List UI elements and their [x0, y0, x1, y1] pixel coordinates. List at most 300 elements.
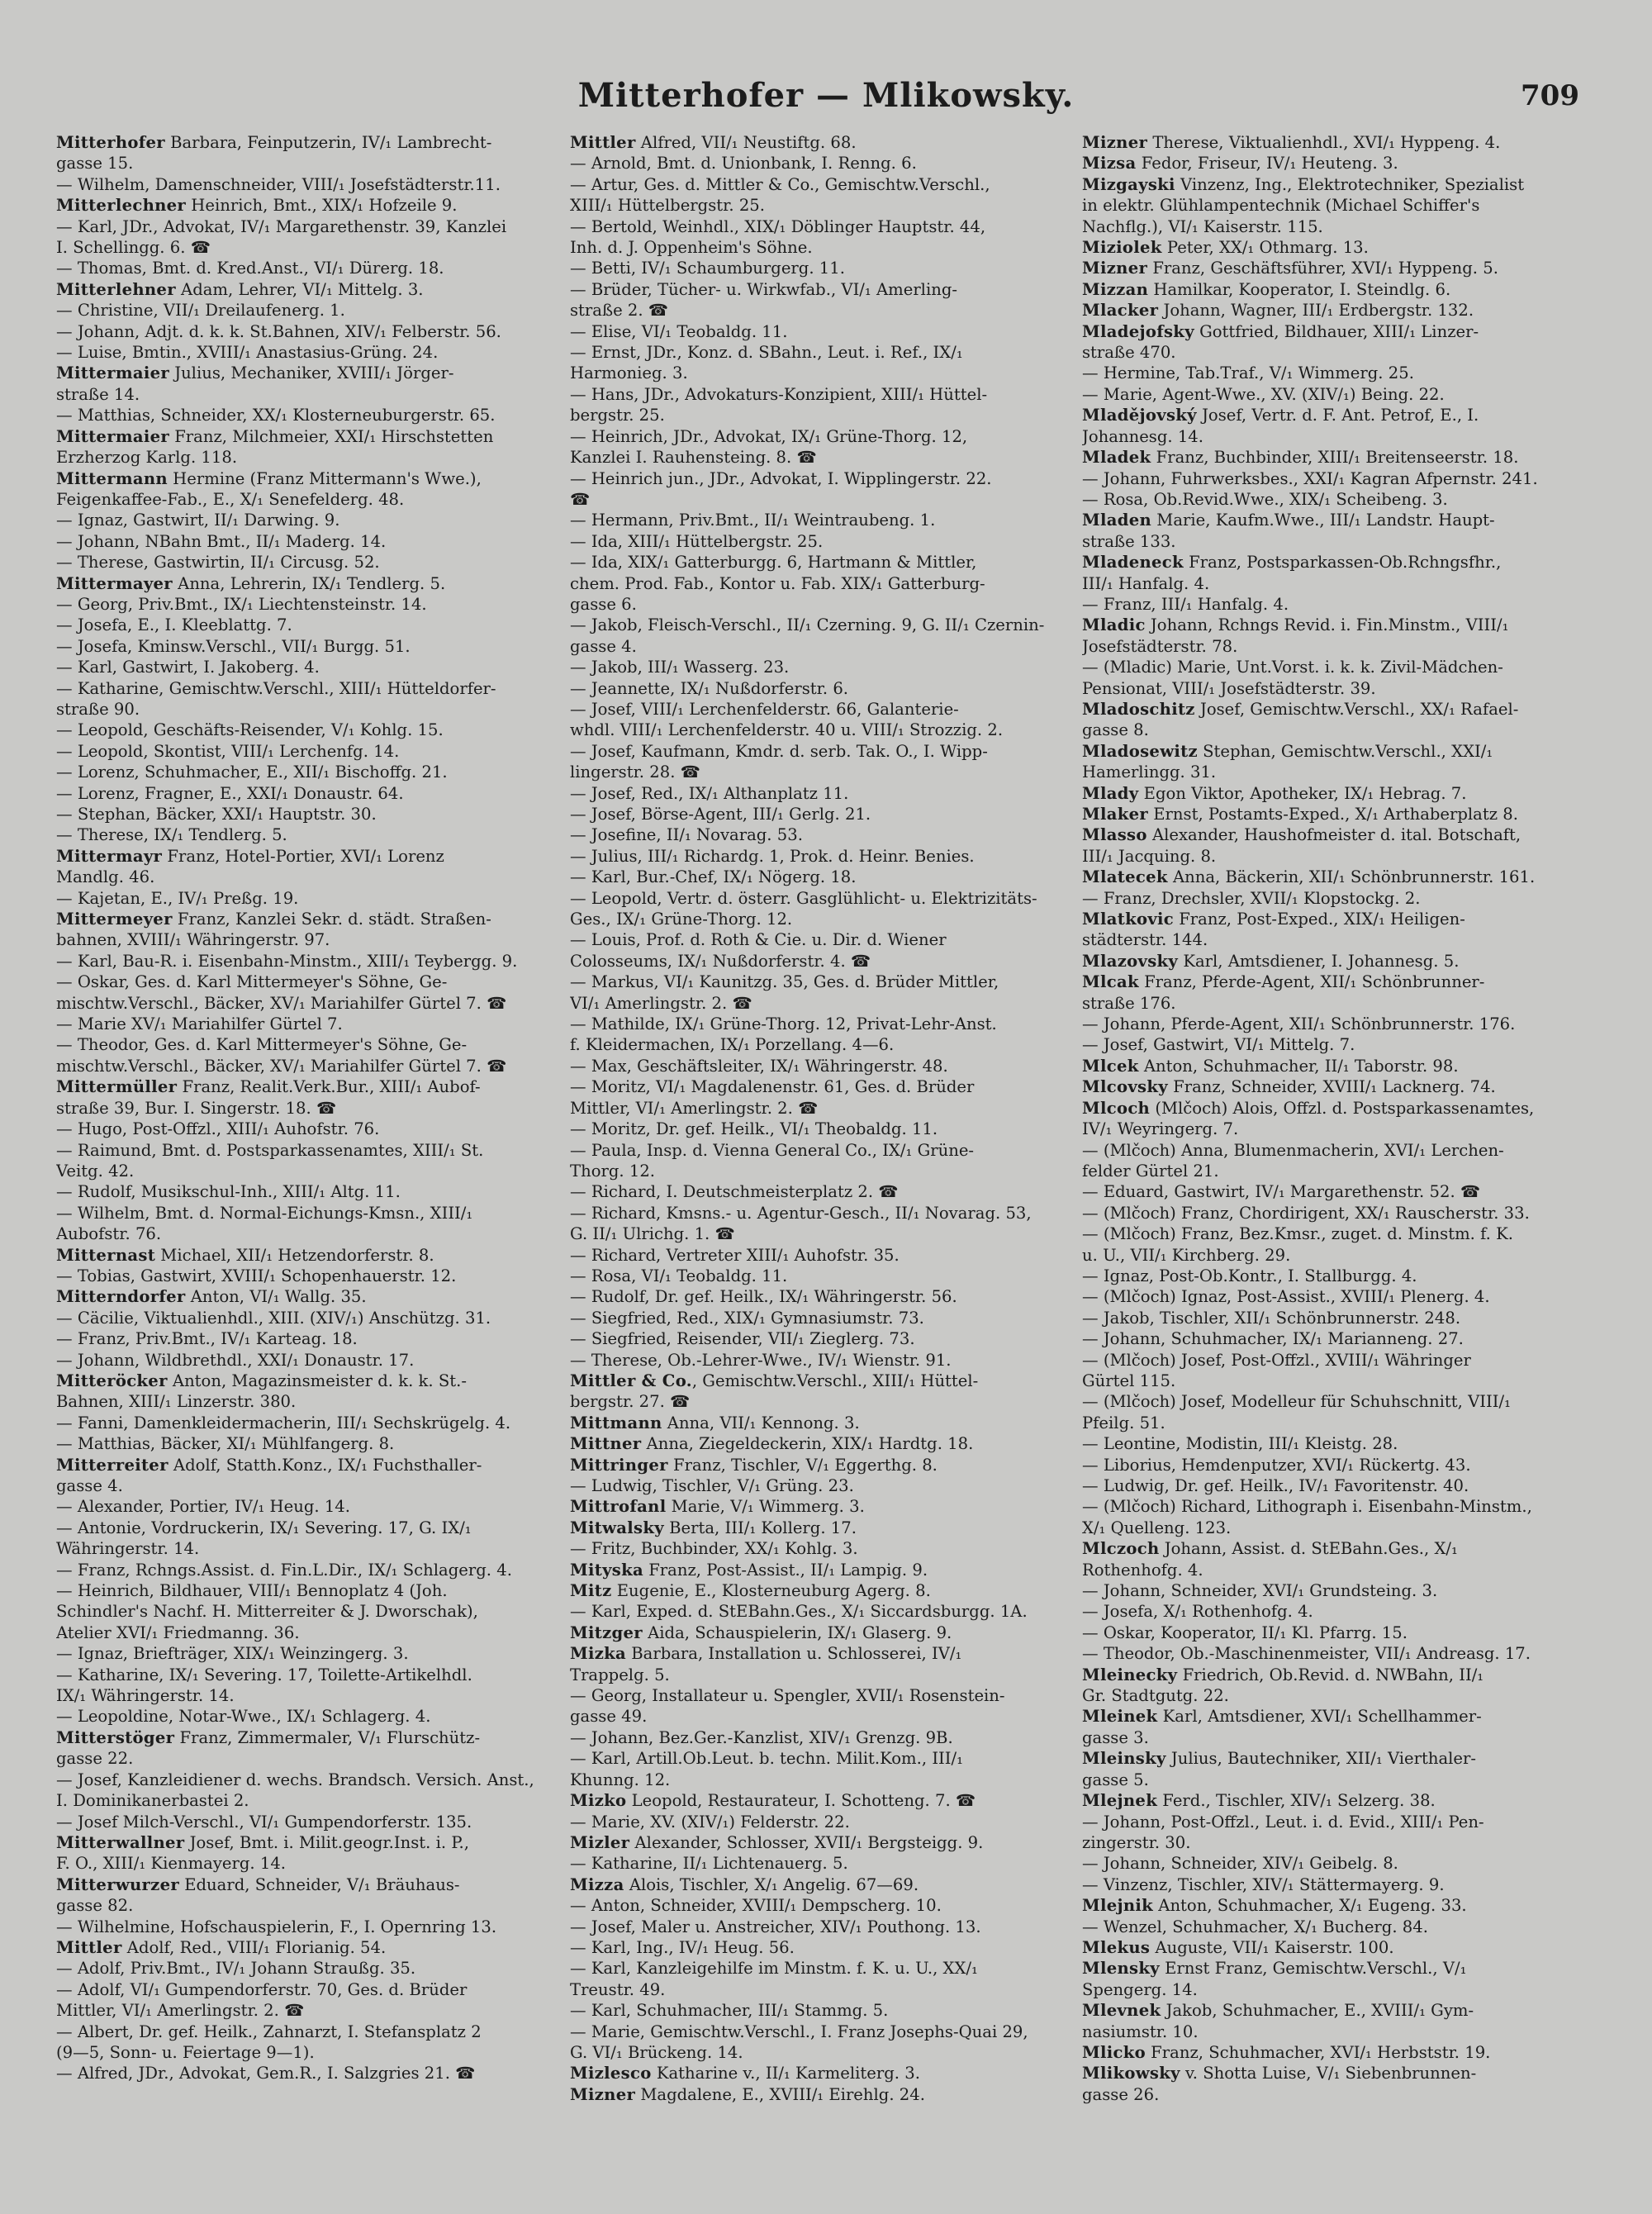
entry-surname: Mittler — [56, 1937, 122, 1957]
directory-entry — [570, 1475, 1066, 1496]
entry-text: gasse 15. — [56, 154, 134, 173]
entry-text: Michael, XII/₁ Hetzendorferstr. 8. — [155, 1245, 434, 1265]
entry-text: Mandlg. 46. — [56, 867, 155, 887]
directory-entry — [56, 174, 552, 195]
entry-surname: Mittermann — [56, 468, 168, 488]
entry-text: v. Shotta Luise, V/₁ Siebenbrunnen- — [1180, 2064, 1477, 2083]
entry-surname: Mitteröcker — [56, 1371, 168, 1390]
directory-entry — [1082, 741, 1578, 762]
entry-text: — Josef, Gastwirt, VI/₁ Mittelg. 7. — [1082, 1035, 1355, 1055]
entry-text: Franz, Realit.Verk.Bur., XIII/₁ Aubof- — [177, 1077, 481, 1097]
directory-entry — [1082, 1770, 1578, 1790]
entry-text: — Moritz, Dr. gef. Heilk., VI/₁ Theobaldg. 11. — [570, 1119, 938, 1139]
entry-text: — Therese, Ob.-Lehrer-Wwe., IV/₁ Wienstr. 91. — [570, 1350, 952, 1370]
directory-entry — [570, 1014, 1066, 1034]
directory-entry — [570, 783, 1066, 804]
entry-surname: Mizner — [1082, 259, 1148, 278]
entry-text: Adam, Lehrer, VI/₁ Mittelg. 3. — [175, 279, 424, 299]
directory-entry — [56, 1413, 552, 1433]
directory-entry — [56, 1034, 552, 1055]
entry-text: Währingerstr. 14. — [56, 1539, 200, 1559]
directory-entry — [56, 2000, 552, 2021]
entry-surname: Mittler — [570, 133, 636, 152]
entry-text: Hamilkar, Kooperator, I. Steindlg. 6. — [1148, 279, 1451, 299]
entry-text: — Johann, Schneider, XVI/₁ Grundsteing. 3. — [1082, 1581, 1438, 1601]
entry-text: Gottfried, Bildhauer, XIII/₁ Linzer- — [1194, 321, 1479, 341]
entry-text: straße 14. — [56, 384, 140, 404]
directory-entry — [570, 1266, 1066, 1286]
column-middle — [570, 132, 1066, 2197]
entry-text: — Karl, Ing., IV/₁ Heug. 56. — [570, 1937, 795, 1957]
directory-entry — [570, 1119, 1066, 1139]
entry-text: Ferd., Tischler, XIV/₁ Selzerg. 38. — [1157, 1791, 1436, 1811]
directory-entry — [1082, 657, 1578, 677]
entry-text: — Mathilde, IX/₁ Grüne-Thorg. 12, Privat-Lehr-Anst. — [570, 1014, 997, 1034]
entry-surname: Mittrofanl — [570, 1497, 667, 1517]
entry-text: — Rosa, VI/₁ Teobaldg. 11. — [570, 1266, 788, 1285]
entry-text: Franz, Milchmeier, XXI/₁ Hirschstetten — [169, 426, 494, 446]
entry-surname: Mizner — [570, 2084, 636, 2104]
directory-entry — [1082, 1979, 1578, 2000]
entry-text: — Karl, Gastwirt, I. Jakoberg. 4. — [56, 658, 320, 677]
entry-text: Nachflg.), VI/₁ Kaiserstr. 115. — [1082, 216, 1323, 236]
entry-text: Anna, Bäckerin, XII/₁ Schönbrunnerstr. 161. — [1167, 867, 1536, 887]
entry-surname: Mlasso — [1082, 825, 1147, 845]
entry-text: — Adolf, VI/₁ Gumpendorferstr. 70, Ges. d. Brüder — [56, 1979, 468, 1999]
directory-entry — [56, 1601, 552, 1622]
entry-text: — Ida, XIII/₁ Hüttelbergstr. 25. — [570, 531, 824, 551]
entry-surname: Mizzan — [1082, 279, 1149, 299]
entry-text: Gürtel 115. — [1082, 1371, 1176, 1390]
directory-entry — [56, 2042, 552, 2063]
directory-entry — [56, 1958, 552, 1979]
entry-text: — Albert, Dr. gef. Heilk., Zahnarzt, I. Stefansplatz 2 — [56, 2022, 482, 2041]
directory-entry — [1082, 405, 1578, 425]
directory-entry — [1082, 363, 1578, 383]
entry-text: — Hugo, Post-Offzl., XIII/₁ Auhofstr. 76. — [56, 1119, 380, 1139]
directory-entry — [56, 1433, 552, 1454]
directory-entry — [570, 1181, 1066, 1202]
entry-text: f. Kleidermachen, IX/₁ Porzellang. 4—6. — [570, 1035, 895, 1055]
directory-entry — [1082, 1727, 1578, 1748]
entry-text: Alois, Tischler, X/₁ Angelig. 67—69. — [624, 1874, 919, 1894]
entry-text: — Ignaz, Gastwirt, II/₁ Darwing. 9. — [56, 511, 340, 530]
directory-entry — [1082, 1560, 1578, 1580]
entry-text: — Georg, Priv.Bmt., IX/₁ Liechtensteinstr. 14. — [56, 594, 427, 614]
entry-text: Ernst Franz, Gemischtw.Verschl., V/₁ — [1159, 1959, 1467, 1979]
directory-entry — [1082, 1223, 1578, 1244]
entry-text: Leopold, Restaurateur, I. Schotteng. 7. ☎ — [626, 1791, 976, 1811]
entry-surname: Mlicko — [1082, 2042, 1146, 2062]
directory-entry — [1082, 1643, 1578, 1664]
entry-text: Josef, Vertr. d. F. Ant. Petrof, E., I. — [1196, 406, 1479, 425]
entry-text: G. II/₁ Ulrichg. 1. ☎ — [570, 1224, 735, 1244]
directory-entry — [1082, 1455, 1578, 1475]
directory-entry — [56, 783, 552, 804]
entry-surname: Mitzger — [570, 1622, 643, 1642]
directory-entry — [570, 1812, 1066, 1832]
entry-text: — Wenzel, Schuhmacher, X/₁ Bucherg. 84. — [1082, 1917, 1428, 1936]
directory-entry — [570, 1350, 1066, 1371]
directory-entry — [56, 1812, 552, 1832]
entry-text: — Josef, Maler u. Anstreicher, XIV/₁ Pouthong. 13. — [570, 1917, 981, 1936]
directory-entry — [1082, 1433, 1578, 1454]
directory-entry — [1082, 2084, 1578, 2105]
entry-text: mischtw.Verschl., Bäcker, XV/₁ Mariahilfer Gürtel 7. ☎ — [56, 993, 507, 1013]
entry-text: Franz, Buchbinder, XIII/₁ Breitenseerstr. 18. — [1151, 448, 1519, 468]
entry-text: Kanzlei I. Rauhensteing. 8. ☎ — [570, 448, 817, 468]
entry-surname: Mladějovský — [1082, 406, 1197, 425]
directory-entry — [1082, 888, 1578, 909]
directory-entry — [1082, 1140, 1578, 1161]
entry-text: — Josef, Red., IX/₁ Althanplatz 11. — [570, 783, 849, 803]
directory-entry — [570, 552, 1066, 573]
directory-entry — [1082, 867, 1578, 887]
entry-text: — Luise, Bmtin., XVIII/₁ Anastasius-Grüng. 24. — [56, 343, 439, 363]
entry-text: Atelier XVI/₁ Friedmanng. 36. — [56, 1622, 300, 1642]
directory-entry — [56, 888, 552, 909]
directory-entry — [56, 951, 552, 972]
directory-entry — [570, 1643, 1066, 1664]
directory-entry — [570, 678, 1066, 699]
directory-entry — [570, 1140, 1066, 1161]
entry-text: Anton, Schuhmacher, II/₁ Taborstr. 98. — [1138, 1056, 1459, 1076]
directory-entry — [56, 1203, 552, 1223]
entry-surname: Mizsa — [1082, 154, 1137, 173]
entry-text: — Johann, Pferde-Agent, XII/₁ Schönbrunnerstr. 176. — [1082, 1014, 1516, 1034]
entry-text: (Mlčoch) Alois, Offzl. d. Postsparkassenamtes, — [1150, 1098, 1535, 1118]
entry-text: Johann, Wagner, III/₁ Erdbergstr. 132. — [1158, 301, 1474, 321]
directory-entry — [1082, 1181, 1578, 1202]
entry-text: Rothenhofg. 4. — [1082, 1560, 1203, 1580]
directory-entry — [570, 1601, 1066, 1622]
entry-surname: Mizner — [1082, 133, 1148, 152]
directory-entry — [1082, 1308, 1578, 1328]
directory-entry — [1082, 279, 1578, 300]
entry-text: Vinzenz, Ing., Elektrotechniker, Spezialist — [1175, 174, 1525, 194]
directory-entry — [570, 951, 1066, 972]
directory-entry — [56, 678, 552, 699]
entry-surname: Mittermeyer — [56, 910, 173, 929]
directory-entry — [56, 1286, 552, 1307]
directory-entry — [570, 1979, 1066, 2000]
directory-entry — [570, 2042, 1066, 2063]
directory-entry — [1082, 2022, 1578, 2042]
directory-entry — [56, 195, 552, 216]
entry-text: Josefstädterstr. 78. — [1082, 636, 1238, 656]
entry-text: Johann, Rchngs Revid. i. Fin.Minstm., VIII/₁ — [1145, 615, 1509, 635]
entry-text: — Hans, JDr., Advokaturs-Konzipient, XIII/₁ Hüttel- — [570, 384, 988, 404]
entry-text: I. Schellingg. 6. ☎ — [56, 238, 211, 258]
directory-entry — [570, 447, 1066, 468]
entry-text: chem. Prod. Fab., Kontor u. Fab. XIX/₁ Gatterburg- — [570, 573, 985, 593]
entry-surname: Mitz — [570, 1581, 612, 1601]
entry-text: Adolf, Red., VIII/₁ Florianig. 54. — [121, 1937, 387, 1957]
directory-entry — [1082, 699, 1578, 720]
entry-text: Franz, Postsparkassen-Ob.Rchngsfhr., — [1183, 553, 1502, 573]
directory-entry — [570, 762, 1066, 782]
entry-text: — Heinrich jun., JDr., Advokat, I. Wipplingerstr. 22. — [570, 468, 992, 488]
entry-text: — Johann, Schneider, XIV/₁ Geibelg. 8. — [1082, 1854, 1398, 1874]
directory-entry — [56, 552, 552, 573]
directory-entry — [570, 426, 1066, 447]
directory-entry — [56, 279, 552, 300]
directory-entry — [570, 657, 1066, 677]
entry-surname: Mladejofsky — [1082, 321, 1194, 341]
entry-text: — Wilhelm, Damenschneider, VIII/₁ Josefstädterstr.11. — [56, 174, 501, 194]
entry-text: III/₁ Jacquing. 8. — [1082, 846, 1217, 866]
entry-text: — Franz, Rchngs.Assist. d. Fin.L.Dir., IX/₁ Schlagerg. 4. — [56, 1560, 512, 1580]
entry-text: Franz, Kanzlei Sekr. d. städt. Straßen- — [172, 910, 491, 929]
directory-entry — [1082, 1917, 1578, 1937]
entry-text: Marie, Kaufm.Wwe., III/₁ Landstr. Haupt- — [1151, 511, 1495, 530]
entry-text: — Markus, VI/₁ Kaunitzg. 35, Ges. d. Brüder Mittler, — [570, 972, 999, 992]
directory-entry — [570, 1034, 1066, 1055]
directory-entry — [570, 929, 1066, 950]
directory-entry — [56, 1538, 552, 1559]
entry-text: — Therese, Gastwirtin, II/₁ Circusg. 52. — [56, 553, 380, 573]
entry-text: — Liborius, Hemdenputzer, XVI/₁ Rückertg. 43. — [1082, 1455, 1471, 1475]
entry-text: — Hermine, Tab.Traf., V/₁ Wimmerg. 25. — [1082, 363, 1414, 383]
directory-entry — [1082, 1076, 1578, 1097]
entry-text: ☎ — [570, 489, 591, 509]
directory-entry — [56, 1076, 552, 1097]
entry-text: (9—5, Sonn- u. Feiertage 9—1). — [56, 2042, 315, 2062]
entry-text: Eugenie, E., Klosterneuburg Agerg. 8. — [611, 1581, 931, 1601]
entry-surname: Mlejnek — [1082, 1791, 1158, 1811]
directory-entry — [1082, 237, 1578, 258]
directory-entry — [56, 657, 552, 677]
directory-entry — [56, 1580, 552, 1601]
directory-entry — [570, 1286, 1066, 1307]
directory-entry — [56, 2063, 552, 2083]
entry-text: gasse 4. — [56, 1476, 123, 1495]
directory-entry — [570, 1076, 1066, 1097]
entry-text: — Karl, Bur.-Chef, IX/₁ Nögerg. 18. — [570, 867, 857, 887]
entry-text: Alexander, Haushofmeister d. ital. Botschaft, — [1146, 825, 1521, 845]
directory-entry — [1082, 1832, 1578, 1853]
entry-text: Karl, Amtsdiener, XVI/₁ Schellhammer- — [1157, 1707, 1482, 1727]
directory-entry — [570, 2000, 1066, 2021]
directory-entry — [1082, 1496, 1578, 1517]
directory-entry — [570, 1496, 1066, 1517]
directory-entry — [56, 1161, 552, 1181]
directory-entry — [570, 1433, 1066, 1454]
entry-surname: Mladoschitz — [1082, 699, 1195, 719]
entry-text: — Ignaz, Post-Ob.Kontr., I. Stallburgg. 4. — [1082, 1266, 1417, 1285]
directory-entry — [570, 1958, 1066, 1979]
directory-entry — [570, 1874, 1066, 1895]
entry-text: Magdalene, E., XVIII/₁ Eirehlg. 24. — [635, 2084, 925, 2104]
entry-text: Inh. d. J. Oppenheim's Söhne. — [570, 238, 813, 258]
directory-entry — [1082, 1538, 1578, 1559]
entry-text: — Marie, Agent-Wwe., XV. (XIV/₁) Being. 22. — [1082, 384, 1445, 404]
entry-text: bergstr. 25. — [570, 406, 665, 425]
directory-entry — [570, 1245, 1066, 1266]
entry-surname: Mizka — [570, 1644, 627, 1664]
entry-text: — Tobias, Gastwirt, XVIII/₁ Schopenhauerstr. 12. — [56, 1266, 457, 1285]
directory-entry — [1082, 1601, 1578, 1622]
entry-text: Jakob, Schuhmacher, E., XVIII/₁ Gym- — [1161, 2001, 1474, 2021]
entry-text: Anton, Schuhmacher, X/₁ Eugeng. 33. — [1153, 1896, 1467, 1916]
entry-text: — Bertold, Weinhdl., XIX/₁ Döblinger Hauptstr. 44, — [570, 216, 986, 236]
directory-entry — [1082, 1371, 1578, 1391]
entry-text: — Leopold, Geschäfts-Reisender, V/₁ Kohlg. 15. — [56, 720, 444, 740]
entry-surname: Mlcovsky — [1082, 1077, 1168, 1097]
entry-text: — Johann, Bez.Ger.-Kanzlist, XIV/₁ Grenzg. 9B. — [570, 1727, 953, 1747]
entry-text: — Max, Geschäftsleiter, IX/₁ Währingerstr. 48. — [570, 1056, 948, 1076]
directory-entry — [1082, 132, 1578, 153]
directory-entry — [570, 2084, 1066, 2105]
directory-entry — [570, 279, 1066, 300]
entry-text: gasse 49. — [570, 1707, 648, 1727]
entry-text: Colosseums, IX/₁ Nußdorferstr. 4. ☎ — [570, 951, 871, 971]
directory-entry — [1082, 2042, 1578, 2063]
entry-text: — Marie, Gemischtw.Verschl., I. Franz Josephs-Quai 29, — [570, 2022, 1028, 2041]
entry-text: — Johann, Post-Offzl., Leut. i. d. Evid., XIII/₁ Pen- — [1082, 1812, 1484, 1832]
directory-entry — [570, 258, 1066, 278]
directory-entry — [570, 1580, 1066, 1601]
directory-entry — [56, 1748, 552, 1769]
directory-entry — [56, 405, 552, 425]
entry-text: Thorg. 12. — [570, 1161, 656, 1181]
entry-text: Josef, Bmt. i. Milit.geogr.Inst. i. P., — [184, 1832, 470, 1852]
entry-surname: Mizko — [570, 1791, 627, 1811]
entry-text: , Gemischtw.Verschl., XIII/₁ Hüttel- — [691, 1371, 979, 1390]
entry-surname: Mitterwurzer — [56, 1874, 179, 1894]
directory-entry — [570, 1622, 1066, 1643]
directory-entry — [1082, 1350, 1578, 1371]
directory-entry — [56, 1350, 552, 1371]
directory-entry — [1082, 678, 1578, 699]
entry-text: — (Mlčoch) Richard, Lithograph i. Eisenbahn-Minstm., — [1082, 1497, 1532, 1517]
directory-entry — [56, 1706, 552, 1727]
directory-entry — [56, 216, 552, 237]
entry-surname: Mizza — [570, 1874, 624, 1894]
directory-entry — [56, 929, 552, 950]
directory-entry — [1082, 1098, 1578, 1119]
entry-text: Hamerlingg. 31. — [1082, 763, 1217, 782]
entry-text: — Karl, Bau-R. i. Eisenbahn-Minstm., XIII/₁ Teybergg. 9. — [56, 951, 518, 971]
entry-text: — Matthias, Schneider, XX/₁ Klosterneuburgerstr. 65. — [56, 406, 496, 425]
entry-text: gasse 82. — [56, 1896, 134, 1916]
directory-entry — [1082, 846, 1578, 867]
entry-text: straße 470. — [1082, 343, 1176, 363]
entry-surname: Mittringer — [570, 1455, 668, 1475]
directory-entry — [570, 405, 1066, 425]
directory-entry — [1082, 552, 1578, 573]
entry-text: — Heinrich, Bildhauer, VIII/₁ Bennoplatz 4 (Joh. — [56, 1581, 448, 1601]
entry-text: I. Dominikanerbastei 2. — [56, 1791, 249, 1811]
entry-surname: Mlcak — [1082, 972, 1139, 992]
directory-entry — [56, 321, 552, 342]
entry-text: — Rudolf, Musikschul-Inh., XIII/₁ Altg. 11. — [56, 1182, 401, 1202]
entry-text: Franz, Hotel-Portier, XVI/₁ Lorenz — [162, 846, 444, 866]
directory-entry — [56, 300, 552, 321]
entry-text: — Ida, XIX/₁ Gatterburgg. 6, Hartmann & Mittler, — [570, 553, 977, 573]
directory-entry — [570, 636, 1066, 657]
entry-text: gasse 22. — [56, 1749, 134, 1769]
directory-entry — [570, 237, 1066, 258]
entry-text: VI/₁ Amerlingstr. 2. ☎ — [570, 993, 752, 1013]
entry-text: F. O., XIII/₁ Kienmayerg. 14. — [56, 1854, 287, 1874]
directory-entry — [1082, 216, 1578, 237]
entry-text: bahnen, XVIII/₁ Währingerstr. 97. — [56, 930, 330, 950]
directory-entry — [570, 1455, 1066, 1475]
entry-text: — (Mlčoch) Franz, Bez.Kmsr., zuget. d. Minstm. f. K. — [1082, 1224, 1513, 1244]
directory-entry — [570, 510, 1066, 530]
entry-text: — Elise, VI/₁ Teobaldg. 11. — [570, 321, 788, 341]
entry-surname: Mlatecek — [1082, 867, 1168, 887]
directory-entry — [1082, 153, 1578, 173]
entry-surname: Mlekus — [1082, 1937, 1151, 1957]
entry-text: IV/₁ Weyringerg. 7. — [1082, 1119, 1239, 1139]
directory-entry — [570, 174, 1066, 195]
directory-entry — [1082, 321, 1578, 342]
entry-surname: Mlevnek — [1082, 2001, 1161, 2021]
directory-entry — [1082, 1895, 1578, 1916]
directory-entry — [570, 867, 1066, 887]
entry-text: gasse 3. — [1082, 1727, 1149, 1747]
directory-entry — [1082, 615, 1578, 635]
directory-entry — [56, 1266, 552, 1286]
entry-text: felder Gürtel 21. — [1082, 1161, 1219, 1181]
entry-surname: Mittermayr — [56, 846, 163, 866]
directory-entry — [1082, 1853, 1578, 1874]
directory-entry — [570, 615, 1066, 635]
entry-surname: Mittmann — [570, 1413, 662, 1432]
directory-entry — [56, 804, 552, 824]
entry-text: — Theodor, Ges. d. Karl Mittermeyer's Söhne, Ge- — [56, 1035, 468, 1055]
entry-text: — Stephan, Bäcker, XXI/₁ Hauptstr. 30. — [56, 805, 377, 824]
entry-surname: Mitwalsky — [570, 1518, 664, 1537]
entry-surname: Mlatkovic — [1082, 910, 1174, 929]
directory-entry — [56, 1119, 552, 1139]
directory-entry — [1082, 594, 1578, 615]
directory-entry — [56, 1223, 552, 1244]
directory-entry — [56, 1937, 552, 1958]
directory-entry — [570, 1770, 1066, 1790]
entry-text: — (Mlčoch) Franz, Chordirigent, XX/₁ Rauscherstr. 33. — [1082, 1203, 1530, 1223]
entry-surname: Mlczoch — [1082, 1539, 1160, 1559]
entry-text: — Artur, Ges. d. Mittler & Co., Gemischtw.Verschl., — [570, 174, 990, 194]
directory-entry — [56, 1853, 552, 1874]
directory-entry — [1082, 1748, 1578, 1769]
directory-entry — [1082, 510, 1578, 530]
directory-entry — [1082, 1413, 1578, 1433]
entry-text: — Franz, Drechsler, XVII/₁ Klopstockg. 2. — [1082, 888, 1421, 908]
entry-surname: Mlensky — [1082, 1959, 1160, 1979]
entry-text: — Jakob, Tischler, XII/₁ Schönbrunnerstr. 248. — [1082, 1308, 1461, 1328]
entry-text: — Georg, Installateur u. Spengler, XVII/₁ Rosenstein- — [570, 1686, 1005, 1706]
directory-entry — [570, 2063, 1066, 2083]
entry-text: Josef, Gemischtw.Verschl., XX/₁ Rafael- — [1194, 699, 1519, 719]
directory-entry — [1082, 468, 1578, 489]
directory-entry — [570, 573, 1066, 594]
directory-entry — [56, 1014, 552, 1034]
entry-text: — Jakob, III/₁ Wasserg. 23. — [570, 658, 790, 677]
directory-entry — [570, 1371, 1066, 1391]
entry-surname: Mladic — [1082, 615, 1146, 635]
entry-text: — Paula, Insp. d. Vienna General Co., IX/₁ Grüne- — [570, 1140, 975, 1160]
directory-entry — [570, 804, 1066, 824]
entry-text: Mittler, VI/₁ Amerlingstr. 2. ☎ — [56, 2001, 305, 2021]
entry-text: gasse 4. — [570, 636, 637, 656]
entry-surname: Mittner — [570, 1434, 642, 1454]
entry-text: Franz, Schneider, XVIII/₁ Lacknerg. 74. — [1167, 1077, 1496, 1097]
entry-surname: Mleinek — [1082, 1707, 1158, 1727]
entry-text: Anna, VII/₁ Kennong. 3. — [662, 1413, 860, 1432]
